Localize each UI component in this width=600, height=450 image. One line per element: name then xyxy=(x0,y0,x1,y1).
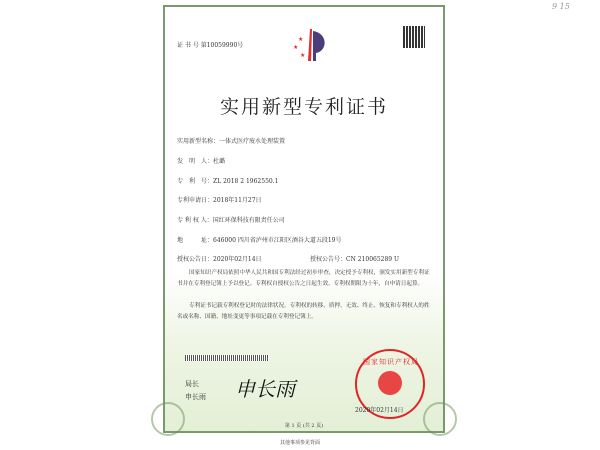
field-patent-number: 专 利 号：ZL 2018 2 1962550.1 xyxy=(177,178,279,185)
director-name: 申长雨 xyxy=(185,393,206,401)
director-signature: 申长雨 xyxy=(235,377,295,401)
field-grant-number: 授权公告号：CN 210065289 U xyxy=(310,256,400,263)
svg-text:★: ★ xyxy=(298,36,304,43)
corner-ornament xyxy=(423,402,457,436)
handwritten-annotation: 9 15 xyxy=(552,2,570,11)
page-number: 第 1 页 (共 2 页) xyxy=(284,423,324,429)
certificate-title: 实用新型专利证书 xyxy=(219,96,388,118)
field-application-date: 专利申请日：2018年11月27日 xyxy=(177,197,262,204)
seal-date: 2020年02月14日 xyxy=(355,407,404,414)
field-utility-name: 实用新型名称：一体式医疗废水处理装置 xyxy=(177,138,286,145)
director-title: 局长 xyxy=(185,380,199,388)
field-patentee: 专 利 权 人：国红环保科技有限责任公司 xyxy=(177,217,285,224)
legal-status-statement: 专利证书记载专利权登记时的法律状况。专利权的转移、质押、无效、终止、恢复和专利权人的姓名或名称、国籍、地址变更等事项记载在专利登记簿上。 xyxy=(177,303,430,320)
patent-certificate xyxy=(163,5,445,433)
certificate-number: 证 书 号 第10059990号 xyxy=(177,42,244,49)
field-grant-date: 授权公告日：2020年02月14日 xyxy=(177,256,262,263)
svg-text:★: ★ xyxy=(300,52,306,59)
qr-code xyxy=(403,26,425,48)
national-emblem-icon xyxy=(378,371,402,395)
field-inventor: 发 明 人：杜璐 xyxy=(177,158,226,165)
corner-ornament xyxy=(151,402,185,436)
svg-text:★: ★ xyxy=(293,44,299,51)
field-address: 地 址：646000 四川省泸州市江阳区酒谷大道五段19号 xyxy=(177,237,342,244)
barcode xyxy=(185,355,269,361)
footer-note: 其他事项参见背面 xyxy=(279,440,320,446)
cnipa-logo xyxy=(290,27,330,63)
grant-statement: 国家知识产权局依照中华人民共和国专利法经过初步审查，决定授予专利权，颁发实用新型专利证书并在专利登记簿上予以登记。专利权自授权公告之日起生效。专利权期限为十年，自申请日起算。 xyxy=(177,270,430,287)
official-seal: 国家知识产权局 xyxy=(355,349,425,419)
